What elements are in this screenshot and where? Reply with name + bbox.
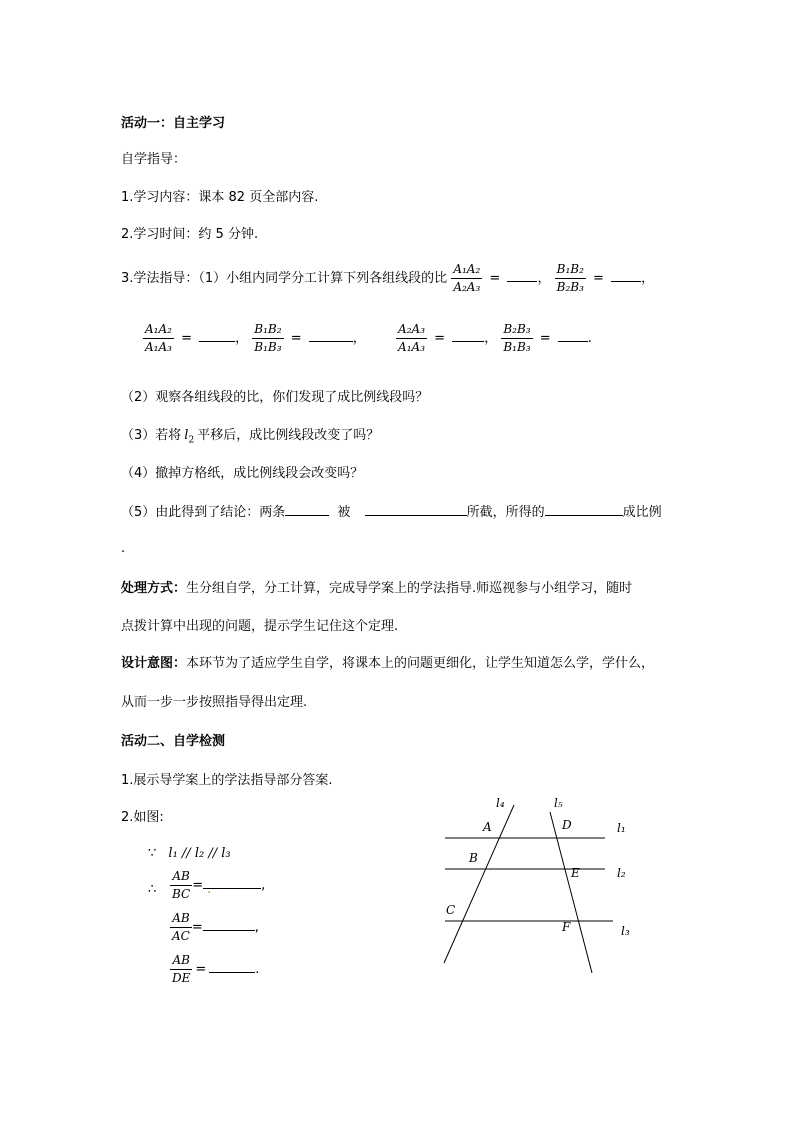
item-method-guide: 3.学法指导：（1）小组内同学分工计算下列各组线段的比 $\frac{\text{A₁A₂}}{\text{A₂A₃}}$ = ， $\frac{\text{B₁B₂}}{\text{B₂B₃}}$ = ， [121, 262, 655, 294]
question-5-end: . [121, 541, 126, 556]
fraction-ab-de: $\frac{AB}{DE}$ [172, 953, 191, 985]
parallel-lines-figure [430, 790, 650, 985]
fraction-b1b2-b2b3: $\frac{\text{B₁B₂}}{\text{B₂B₃}}$ [556, 262, 584, 294]
fraction-a1a2-a1a3: $\frac{\text{A₁A₂}}{\text{A₁A₃}}$ [145, 322, 172, 354]
label-l2: l₂ [617, 866, 626, 880]
item-study-content: 1.学习内容：课本 82 页全部内容. [121, 190, 319, 205]
answer-blank [611, 269, 641, 282]
fraction-a1a2-a2a3: $\frac{\text{A₁A₂}}{\text{A₂A₃}}$ [453, 262, 481, 294]
method-guide-text: 3.学法指导：（1）小组内同学分工计算下列各组线段的比 [121, 271, 448, 286]
answer-blank: . [203, 876, 261, 889]
design-paragraph: 设计意图：本环节为了适应学生自学，将课本上的问题更细化，让学生知道怎么学，学什么， [121, 656, 655, 671]
item-as-figure: 2.如图: [121, 810, 164, 825]
line-l5 [550, 812, 592, 973]
answer-blank [507, 269, 537, 282]
answer-blank [452, 329, 484, 342]
question-2: （2）观察各组线段的比，你们发现了成比例线段吗？ [121, 390, 429, 405]
answer-blank [545, 503, 623, 516]
line-l4 [444, 805, 514, 963]
answer-blank [203, 918, 255, 931]
question-3: （3）若将 $l_2$ 平移后，成比例线段改变了吗？ [121, 428, 380, 446]
label-F: F [562, 920, 571, 934]
because-line: ∵ l₁ // l₂ // l₃ [148, 846, 231, 861]
fraction-a2a3-a1a3: $\frac{\text{A₂A₃}}{\text{A₁A₃}}$ [398, 322, 425, 354]
answer-blank [199, 329, 235, 342]
item-study-time: 2.学习时间：约 5 分钟. [121, 227, 259, 242]
item-show-answers: 1.展示导学案上的学法指导部分答案. [121, 773, 333, 788]
answer-blank [558, 329, 588, 342]
label-A: A [483, 820, 492, 834]
label-l3: l₃ [621, 924, 630, 938]
question-5: （5）由此得到了结论：两条 被 所截，所得的 成比例 [121, 505, 662, 520]
label-E: E [571, 866, 580, 880]
answer-blank [285, 503, 329, 516]
answer-blank [209, 960, 255, 973]
fraction-ab-bc: $\frac{AB}{BC}$ [172, 869, 191, 901]
fraction-row-2: $\frac{\text{A₁A₂}}{\text{A₁A₃}}$ = ， $\frac{\text{B₁B₂}}{\text{B₁B₃}}$ = ， $\frac{\text{A₂A₃}}{\text{A₁A₃}}$ = ， $\frac{\text{B₂B₃}}{\text{B₁B₃}}$ = . [145, 322, 592, 354]
label-B: B [469, 851, 478, 865]
question-4: （4）撤掉方格纸，成比例线段会改变吗？ [121, 466, 364, 481]
label-l5: l₅ [554, 796, 563, 810]
fraction-ab-ac: $\frac{AB}{AC}$ [172, 911, 190, 943]
fraction-b2b3-b1b3: $\frac{\text{B₂B₃}}{\text{B₁B₃}}$ [503, 322, 531, 354]
fraction-b1b2-b1b3: $\frac{\text{B₁B₂}}{\text{B₁B₃}}$ [254, 322, 282, 354]
label-C: C [446, 903, 456, 917]
label-l4: l₄ [496, 796, 505, 810]
activity1-title: 活动一：自主学习 [121, 116, 226, 131]
method-paragraph-line2: 点拨计算中出现的问题，提示学生记住这个定理. [121, 619, 399, 634]
answer-blank [365, 503, 467, 516]
answer-blank [309, 329, 353, 342]
guide-heading: 自学指导： [121, 152, 187, 167]
label-l1: l₁ [617, 821, 626, 835]
method-paragraph: 处理方式：生分组自学，分工计算，完成导学案上的学法指导.师巡视参与小组学习，随时 [121, 581, 633, 596]
design-paragraph-line2: 从而一步一步按照指导得出定理. [121, 695, 308, 710]
activity2-title: 活动二、自学检测 [121, 734, 226, 749]
label-D: D [562, 818, 572, 832]
